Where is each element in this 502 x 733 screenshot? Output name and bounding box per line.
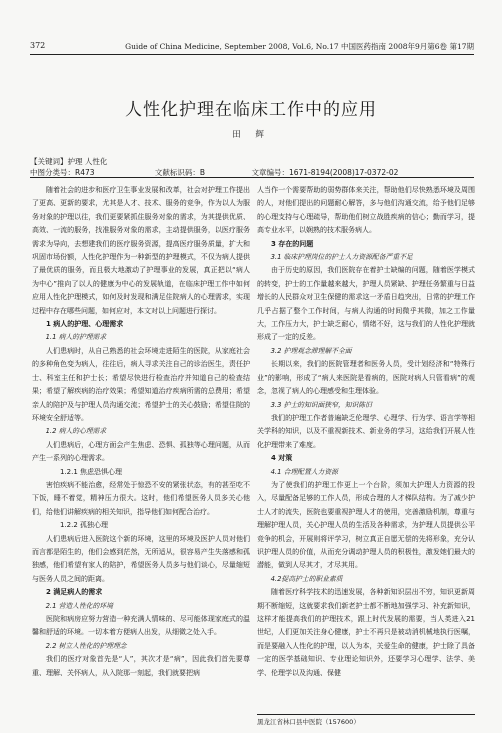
journal-citation: Guide of China Medicine, September 2008, Vol.6, No.17 中国医药指南 2008年9月第6卷 第17期 — [125, 42, 474, 51]
right-column — [257, 184, 475, 714]
keywords-line — [30, 156, 474, 167]
body-paragraph: 人们患病后进入医院这个新的环境，这里的环境及医护人员对他们而言都是陌生的，他们会感到茫然，无所适从，很容易产生失落感和孤独感，他们希望有家人的陪护，希望医务人员多与他们谈心，尽量缩短与医务人员之间的距离。 — [32, 534, 250, 583]
section-heading: 2 满足病人的需求 — [46, 588, 103, 597]
body-paragraph: 医院和病房应努力营造一种充满人情味的、尽可能体现家庭式的温馨和舒适的环境。一切本着方便病人出发，从细微之处入手。 — [32, 615, 250, 637]
author-affiliation: 黑龙江省林口县中医院（157600） — [257, 714, 475, 726]
document-code: 文献标识码：B — [154, 168, 206, 177]
section-heading: 1.2 病人的心理需求 — [45, 427, 107, 436]
body-paragraph: 人们患病时，从自己熟悉的社会环境走进陌生的医院，从家庭社会的多种角色变为病人，往往后，病人寻求关注自己的诊治医生，责任护士、科室主任和护士长；希望尽快进行检查治疗并知道自己的检查结果；希望了解疾病的治疗效果；希望知道治疗疾病所需的总费用；希望亲人的陪护及与护理人员沟通交流；希望护士的关心鼓励；希望住院的环境安全舒适等。 — [32, 346, 250, 422]
article-author: 田 辉 — [232, 130, 270, 140]
header-divider — [30, 177, 474, 178]
section-heading: 4.2提高护士的职业素质 — [270, 574, 343, 583]
body-paragraph: 由于历史的原因，我们医院存在着护士缺编的问题，随着医学模式的转变，护士的工作量越来越大，护理人员紧缺、护理任务繁重与日益增长的人民群众对卫生保健的需求这一矛盾日趋突出，日常的护理工作几乎占据了整个工作时间，与病人沟通的时间微乎其微，加之工作量大，工作压力大，护士缺乏耐心，情绪不好，这与我们的人性化护理就形成了一定的反差。 — [257, 266, 475, 342]
body-paragraph: 我们的护理工作者普遍缺乏伦理学、心理学、行为学、语言学等相关学科的知识，以及不重视新技术、新业务的学习，这给我们开展人性化护理带来了难度。 — [257, 413, 475, 449]
body-paragraph: 害怕疾病不能治愈，经常处于惊恐不安的紧张状态，有的甚至吃不下饭，睡不着觉，精神压力很大。这时，他们希望医务人员多关心他们，给他们讲解疾病的相关知识，指导他们如何配合治疗。 — [32, 480, 250, 516]
body-paragraph: 我们的医疗对象首先是“人”，其次才是“病”，因此我们首先要尊重、理解、关怀病人，从入院那一刻起，我们就要把病 — [32, 655, 250, 677]
article-title: 人性化护理在临床工作中的应用 — [125, 100, 377, 120]
section-heading: 3.3 护士的知识面狭窄，知识陈旧 — [270, 400, 372, 409]
body-paragraph: 人当作一个需要帮助的弱势群体来关注，帮助他们尽快熟悉环境及周围的人，对他们提出的问题耐心解答，多与他们沟通交流，给予他们足够的心理支持与心理疏导，帮助他们树立战胜疾病的信心；勤而学习，提高专业水平，以娴熟的技术服务病人。 — [257, 186, 475, 235]
section-heading: 1.2.1 焦虑恐惧心理 — [60, 467, 123, 476]
section-heading: 4 对策 — [271, 454, 293, 463]
section-heading: 1.2.2 孤独心理 — [60, 521, 109, 530]
article-number: 文章编号：1671-8194(2008)17-0372-02 — [251, 168, 399, 177]
section-heading: 3.2 护理观念滞理解不全面 — [270, 346, 352, 355]
section-heading: 2.2 树立人性化的护理理念 — [45, 641, 127, 650]
body-paragraph: 随着医疗科学技术的迅速发展，各种新知识层出不穷，知识更新周期不断缩短，这就要求我们新老护士都不断地加强学习、补充新知识，这样才能提高我们的护理技术，跟上时代发展的需要，当人类进入21世纪，人们更加关注身心健康，护士不再只是被动消机械地执行医嘱，而是要融入人性化的护理，以人为本，关爱生命的健康，护士除了具备一定的医学基础知识、专业理论知识外，还要学习心理学、法学、美学、伦理学以及沟通、保健 — [257, 588, 475, 677]
body-paragraph: 长期以来，我们的医院管理者和医务人员，受计划经济和“特殊行业”的影响，形成了“病人来医院是看病的，医院对病人只管看病”的观念，忽视了病人的心理感受和生理体验。 — [257, 360, 475, 396]
section-heading: 1.1 病人的护理需求 — [45, 333, 107, 342]
section-heading: 2.1 营造人性化的环境 — [45, 601, 113, 610]
page-number: 372 — [30, 41, 46, 50]
body-paragraph: 人们患病后，心理方面会产生焦虑、恐惧、孤独等心理问题，从而产生一系列的心理需求。 — [32, 440, 250, 463]
body-paragraph: 为了使我们的护理工作更上一个台阶，须加大护理人力资源的投入，尽量配备足够的工作人员，形成合理的人才梯队结构。为了减少护士人才的流失，医院也要重视护理人才的使用，完善激励机制，尊重与理解护理人员，关心护理人员的生活及各种需求，为护理人员提供公平竞争的机会，开展则将评学习，树立真正自愿无偿的先将形象，充分认识护理人员的价值，从而充分调动护理人员的积极性，激发她们最大的潜能，做到人尽其才，才尽其用。 — [257, 480, 475, 570]
clc-number: 中图分类号：R473 — [30, 168, 95, 177]
running-header — [30, 40, 474, 55]
section-heading: 3 存在的问题 — [271, 239, 314, 248]
section-heading: 1 病人的护理、心理需求 — [46, 320, 124, 329]
left-column — [32, 184, 250, 714]
body-paragraph: 随着社会的进步和医疗卫生事业发展和改革，社会对护理工作提出了更高、更新的要求，尤其是人才、技术、服务的竞争，作为以人为服务对象的护理以往，我们更要紧抓住服务对象的需求，为其提供优质、高效、一流的服务，找准服务对象的需求，主动提供服务，以医疗服务需求为导向，去想建我们的医疗服务资源，提高医疗服务质量，扩大和巩固市场份额，人性化护理作为一种新型的护理模式，不仅为病人提供了最优质的服务，而且极大地激动了护理事业的发展，真正把以“病人为中心”推向了以人的健康为中心的发展轨道，在临床护理工作中如何应用人性化护理模式，如何及时发现和满足住院病人的心理需求，实现过程中存在哪些问题，如何应对，本文对以上问题进行探讨。 — [32, 186, 250, 315]
keywords: 【关键词】护理 人性化 — [30, 157, 108, 166]
section-heading: 4.1 合理配置人力资源 — [270, 467, 338, 476]
section-heading: 3.1 临床护理岗位的护士人力资源配备严重不足 — [270, 253, 413, 262]
